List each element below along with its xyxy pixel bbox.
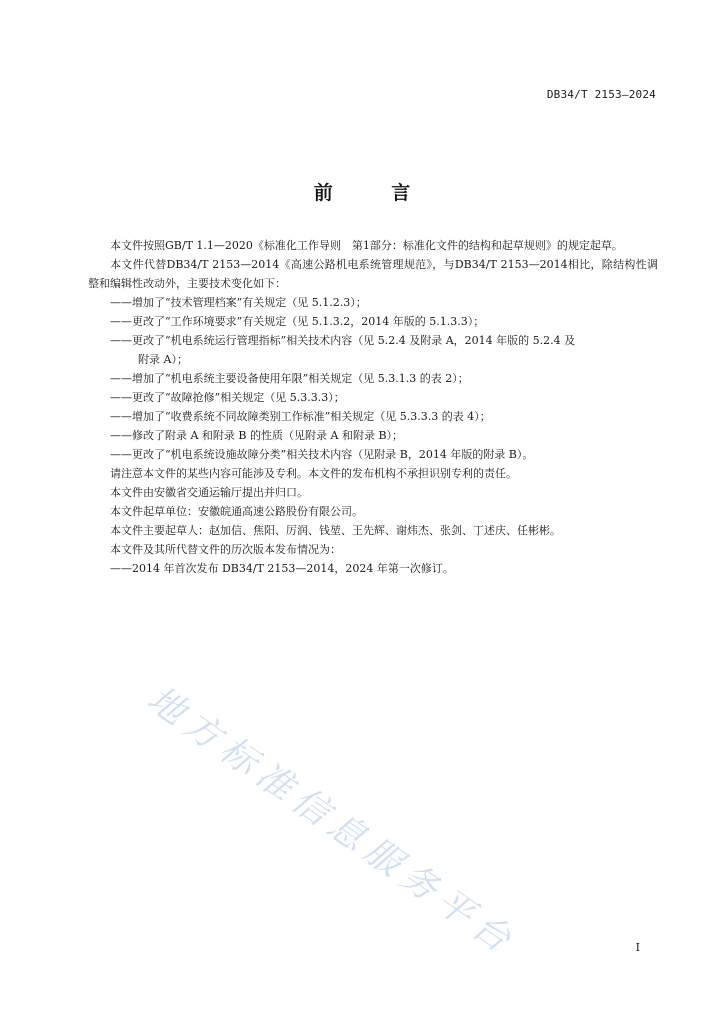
change-item: ——更改了“工作环境要求”有关规定（见 5.1.3.2，2014 年版的 5.1.3.3）； [110, 315, 485, 328]
page-title: 前 言 [313, 182, 437, 204]
foreword-body [88, 236, 658, 578]
change-item: ——修改了附录 A 和附录 B 的性质（见附录 A 和附录 B）； [110, 429, 404, 442]
paragraph-patent-notice: 请注意本文件的某些内容可能涉及专利。本文件的发布机构不承担识别专利的责任。 [110, 467, 517, 480]
change-item: ——更改了“故障抢修”相关规定（见 5.3.3.3）； [110, 391, 345, 404]
paragraph-drafting-rules: 本文件按照GB/T 1.1—2020《标准化工作导则 第1部分：标准化文件的结构和起草规则》的规定起草。 [110, 239, 623, 252]
change-item-continuation: 附录 A）； [138, 353, 188, 366]
change-item: ——增加了“收费系统不同故障类别工作标准”相关规定（见 5.3.3.3 的表 4）； [110, 410, 491, 423]
change-item: ——增加了“技术管理档案”有关规定（见 5.1.2.3）； [110, 296, 367, 309]
change-item: ——更改了“机电系统设施故障分类”相关技术内容（见附录 B，2014 年版的附录 B）。 [110, 448, 534, 461]
watermark: 地方标准信息服务平台 [139, 678, 524, 965]
document-code: DB34/T 2153—2024 [546, 88, 656, 101]
version-history-item: ——2014 年首次发布 DB34/T 2153—2014，2024 年第一次修订。 [110, 562, 454, 575]
paragraph-drafting-unit: 本文件起草单位：安徽皖通高速公路股份有限公司。 [110, 505, 363, 518]
change-item: ——增加了“机电系统主要设备使用年限”相关规定（见 5.3.1.3 的表 2）； [110, 372, 469, 385]
page-number: I [635, 941, 640, 954]
paragraph-replacement: 本文件代替DB34/T 2153—2014《高速公路机电系统管理规范》，与DB34/T 2153—2014相比，除结构性调整和编辑性改动外，主要技术变化如下： [88, 258, 658, 290]
paragraph-version-history: 本文件及其所代替文件的历次版本发布情况为： [110, 543, 341, 556]
paragraph-drafters: 本文件主要起草人：赵加信、焦阳、厉润、钱堃、王先辉、谢炜杰、张剑、丁述庆、任彬彬。 [110, 524, 561, 537]
change-item: ——更改了“机电系统运行管理指标”相关技术内容（见 5.2.4 及附录 A，2014 年版的 5.2.4 及 [110, 334, 576, 347]
paragraph-proposer: 本文件由安徽省交通运输厅提出并归口。 [110, 486, 308, 499]
